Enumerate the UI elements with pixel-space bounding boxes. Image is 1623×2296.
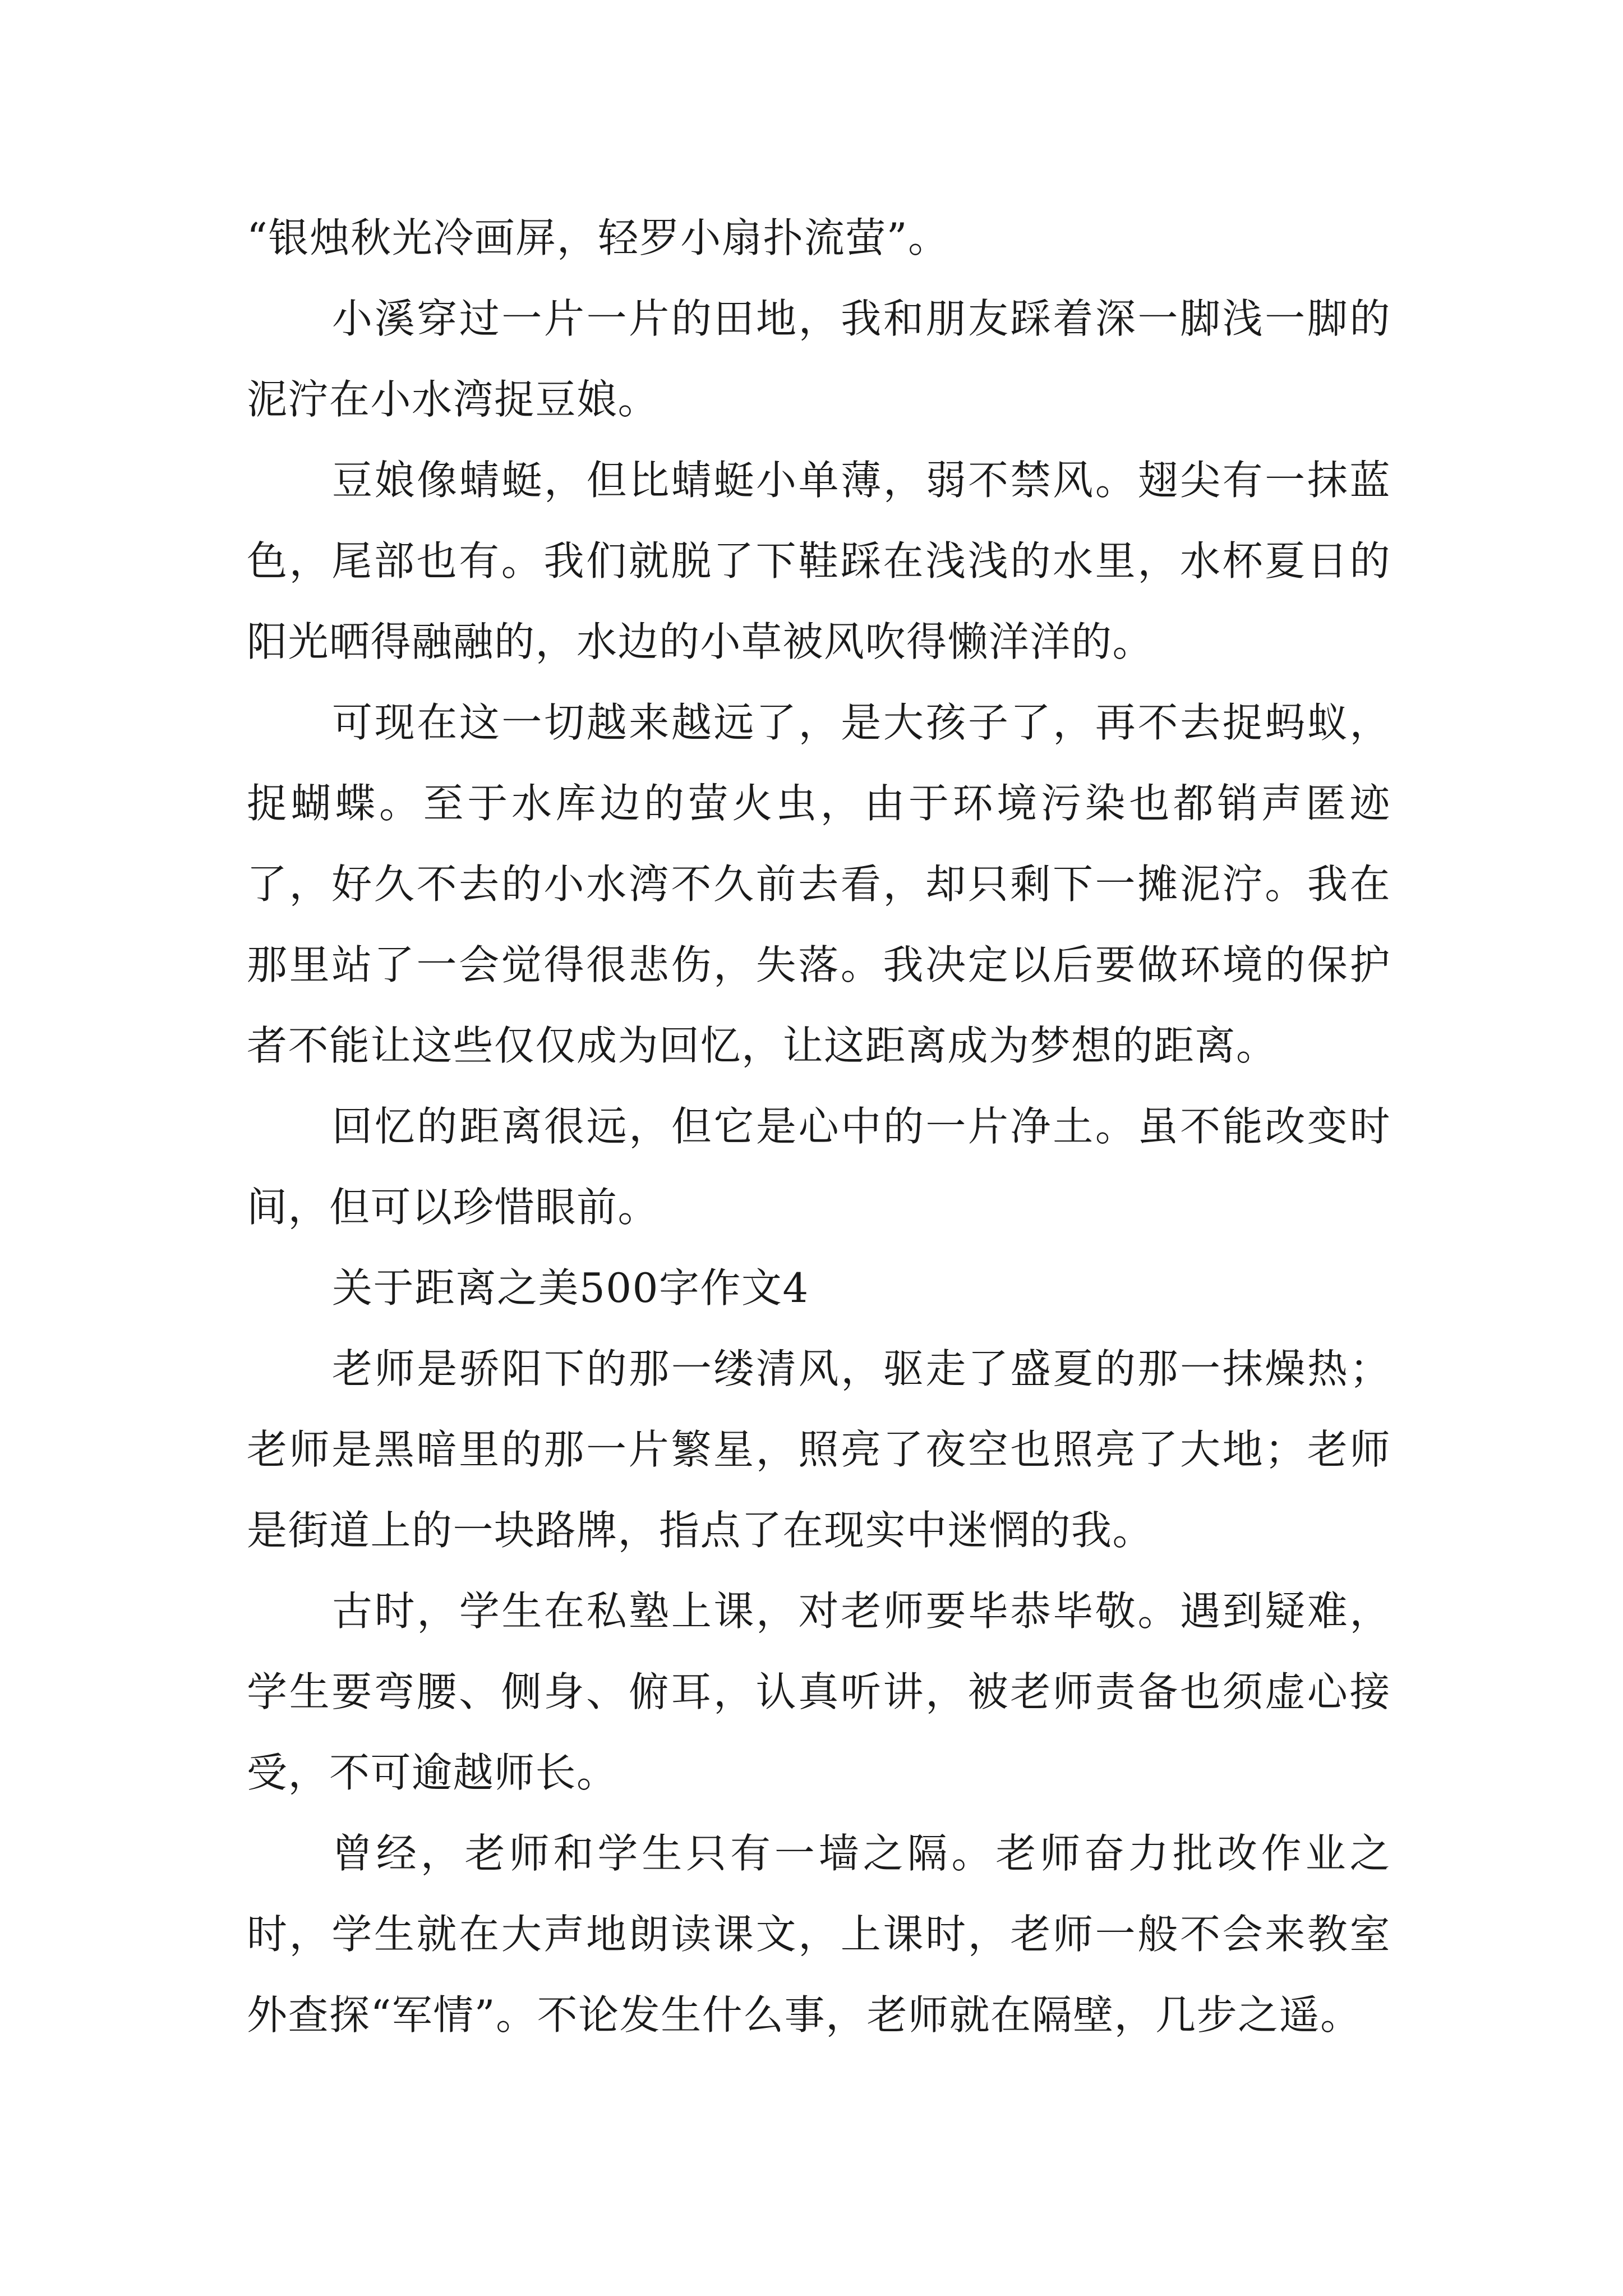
paragraph-poem-quote: “银烛秋光冷画屏，轻罗小扇扑流萤”。 <box>247 214 949 261</box>
paragraph-memory-distance: 回忆的距离很远，但它是心中的一片净土。虽不能改变时间，但可以珍惜眼前。 <box>247 1103 1391 1231</box>
paragraph-teacher-metaphor: 老师是骄阳下的那一缕清风，驱走了盛夏的那一抹燥热；老师是黑暗里的那一片繁星，照亮了夜空也照亮了大地；老师是街道上的一块路牌，指点了在现实中迷惘的我。 <box>247 1345 1391 1554</box>
paragraph-ancient-times: 古时，学生在私塾上课，对老师要毕恭毕敬。遇到疑难，学生要弯腰、侧身、俯耳，认真听讲，被老师责备也须虚心接受，不可逾越师长。 <box>247 1588 1391 1796</box>
paragraph-damselfly: 豆娘像蜻蜓，但比蜻蜓小单薄，弱不禁风。翅尖有一抹蓝色，尾部也有。我们就脱了下鞋踩在浅浅的水里，水杯夏日的阳光晒得融融的，水边的小草被风吹得懒洋洋的。 <box>247 457 1391 665</box>
document-body <box>247 197 1391 2055</box>
paragraph-one-wall: 曾经，老师和学生只有一墙之隔。老师奋力批改作业之时，学生就在大声地朗读课文，上课时，老师一般不会来教室外查探“军情”。不论发生什么事，老师就在隔壁，几步之遥。 <box>247 1830 1391 2039</box>
paragraph-creek: 小溪穿过一片一片的田地，我和朋友踩着深一脚浅一脚的泥泞在小水湾捉豆娘。 <box>247 295 1391 423</box>
section-heading: 关于距离之美500字作文4 <box>332 1264 809 1312</box>
paragraph-now-far: 可现在这一切越来越远了，是大孩子了，再不去捉蚂蚁，捉蝴蝶。至于水库边的萤火虫，由于环境污染也都销声匿迹了，好久不去的小水湾不久前去看，却只剩下一摊泥泞。我在那里站了一会觉得很悲伤，失落。我决定以后要做环境的保护者不能让这些仅仅成为回忆，让这距离成为梦想的距离。 <box>247 699 1391 1069</box>
